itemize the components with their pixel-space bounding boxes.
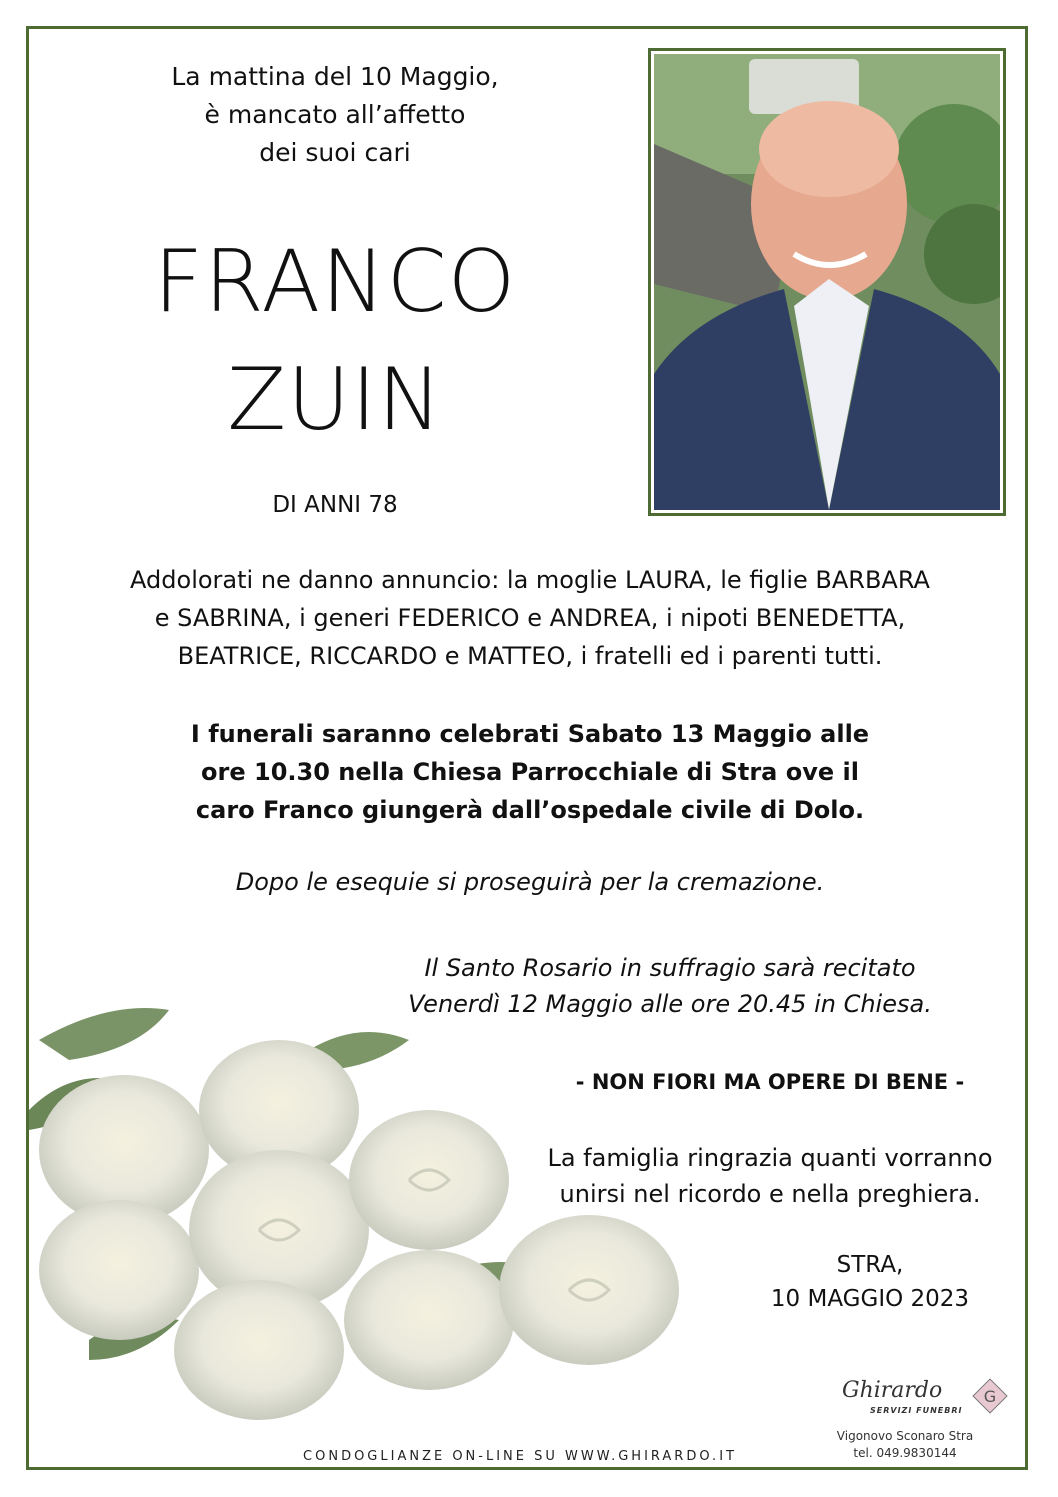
intro-text [100, 58, 570, 172]
funeral-line: caro Franco giungerà dall’ospedale civile di Dolo. [195, 796, 865, 824]
announcement-line: BEATRICE, RICCARDO e MATTEO, i fratelli ed i parenti tutti. [177, 642, 883, 670]
cremation-note: Dopo le esequie si proseguirà per la cremazione. [235, 868, 825, 896]
condolences-link[interactable]: CONDOGLIANZE ON-LINE SU WWW.GHIRARDO.IT [303, 1449, 737, 1464]
place: STRA, [836, 1252, 904, 1278]
funeral-line: I funerali saranno celebrati Sabato 13 Maggio alle [190, 720, 870, 748]
logo-letter: G [983, 1387, 997, 1406]
announcement [40, 561, 1020, 675]
intro-line: dei suoi cari [259, 138, 411, 167]
last-name: ZUIN [227, 350, 443, 450]
first-name: FRANCO [153, 232, 517, 332]
logo-subtitle: SERVIZI FUNEBRI [870, 1406, 963, 1415]
funeral-line: ore 10.30 nella Chiesa Parrocchiale di Stra ove il [201, 758, 859, 786]
rosary-line: Il Santo Rosario in suffragio sarà recitato [424, 954, 916, 982]
thanks-line: unirsi nel ricordo e nella preghiera. [559, 1180, 981, 1208]
place-date [720, 1248, 1020, 1316]
logo-diamond-icon [972, 1378, 1008, 1414]
funeral-info [90, 715, 970, 829]
logo-locations: Vigonovo Sconaro Stra [836, 1429, 974, 1443]
logo-phone: tel. 049.9830144 [853, 1446, 957, 1460]
logo-name: Ghirardo [842, 1378, 943, 1403]
age: DI ANNI 78 [272, 492, 398, 518]
thanks-line: La famiglia ringrazia quanti vorranno [547, 1144, 993, 1172]
date: 10 MAGGIO 2023 [770, 1286, 970, 1312]
portrait-photo [648, 48, 1006, 516]
family-thanks [520, 1140, 1020, 1212]
no-flowers-note: - NON FIORI MA OPERE DI BENE - [575, 1070, 965, 1094]
intro-line: è mancato all’affetto [204, 100, 466, 129]
announcement-line: Addolorati ne danno annuncio: la moglie LAURA, le figlie BARBARA [130, 566, 930, 594]
portrait-illustration [654, 54, 1000, 510]
intro-line: La mattina del 10 Maggio, [171, 62, 499, 91]
portrait-image [654, 54, 1000, 510]
rosary-line: Venerdì 12 Maggio alle ore 20.45 in Chiesa. [408, 990, 932, 1018]
announcement-line: e SABRINA, i generi FEDERICO e ANDREA, i nipoti BENEDETTA, [154, 604, 906, 632]
